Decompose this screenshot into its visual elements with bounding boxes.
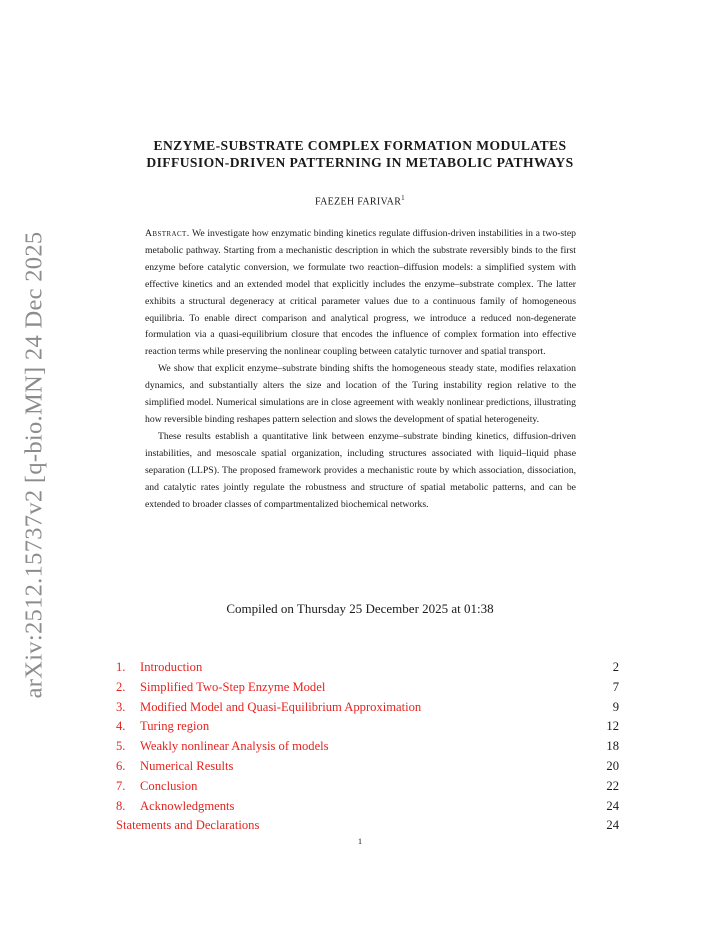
toc-number: 5.: [116, 739, 126, 754]
affiliation-mark: 1: [401, 194, 405, 202]
toc-page-number: 7: [612, 679, 619, 694]
toc-page-number: 12: [606, 719, 619, 734]
toc-number: 1.: [116, 660, 126, 674]
paper-title: [100, 137, 620, 171]
author-line: [100, 194, 620, 207]
toc-row: [116, 719, 619, 739]
toc-link-numerical-results[interactable]: [116, 759, 233, 774]
toc-page-number: 18: [606, 739, 619, 754]
toc-page-number: 9: [612, 699, 619, 714]
toc-number: 7.: [116, 778, 126, 793]
toc-title: Simplified Two-Step Enzyme Model: [140, 679, 326, 694]
toc-row: [116, 759, 619, 779]
compiled-date: Compiled on Thursday 25 December 2025 at 01:38: [226, 601, 494, 616]
toc-page-number: 2: [612, 660, 619, 674]
toc-title: Turing region: [140, 719, 210, 734]
toc-title: Modified Model and Quasi-Equilibrium Approximation: [140, 699, 422, 714]
toc-row: [116, 700, 619, 720]
toc-title: Acknowledgments: [140, 798, 235, 813]
toc-link-conclusion[interactable]: [116, 779, 197, 794]
toc-row: [116, 739, 619, 759]
title-line-2: DIFFUSION-DRIVEN PATTERNING IN METABOLIC PATHWAYS: [146, 155, 574, 170]
author-name: FAEZEH FARIVAR: [315, 196, 402, 208]
toc-number: 8.: [116, 798, 126, 813]
table-of-contents: [116, 660, 619, 838]
toc-page-number: 22: [606, 778, 619, 793]
toc-page-number: 24: [606, 798, 619, 813]
toc-number: 6.: [116, 758, 126, 773]
toc-link-weakly-nonlinear[interactable]: [116, 739, 329, 754]
toc-link-introduction[interactable]: [116, 660, 202, 675]
toc-number: 2.: [116, 679, 126, 694]
toc-link-turing-region[interactable]: [116, 719, 209, 734]
toc-link-modified-model[interactable]: [116, 700, 421, 715]
abstract-paragraph-1-text: We investigate how enzymatic binding kinetics regulate diffusion-driven instabilities in a two-step metabolic pathway. Starting from a mechanistic description in which the substrate reversibly binds to the first enzyme before catalytic conversion, we formulate two reaction–diffusion models: a simplified system with effective kinetics and an extended model that explicitly includes the enzyme–substrate complex. The latter exhibits a structural degeneracy at critical parameter values due to a continuous family of homogeneous equilibria. To enable direct comparison and analytical progress, we introduce a reduced non-degenerate formulation via a quasi-equilibrium closure that encodes the influence of complex formation into effective reaction terms while preserving the nonlinear coupling between catalytic turnover and spatial transport.: [145, 228, 577, 358]
page-number: 1: [357, 836, 363, 846]
toc-link-acknowledgments[interactable]: [116, 799, 234, 814]
toc-row: [116, 779, 619, 799]
toc-title: Conclusion: [140, 778, 198, 793]
arxiv-identifier: arXiv:2512.15737v2 [q-bio.MN] 24 Dec 2025: [20, 231, 47, 699]
toc-link-statements[interactable]: [116, 818, 259, 833]
toc-number: 4.: [116, 719, 126, 734]
toc-title: Introduction: [140, 660, 203, 674]
arxiv-side-stamp: [14, 231, 54, 699]
toc-row: [116, 660, 619, 680]
toc-title: Numerical Results: [140, 758, 234, 773]
toc-row: [116, 799, 619, 819]
toc-row: [116, 680, 619, 700]
toc-link-simplified-model[interactable]: [116, 680, 325, 695]
abstract-paragraph-1: [145, 226, 576, 361]
abstract-paragraph-3: These results establish a quantitative link between enzyme–substrate binding kinetics, diffusion-driven instabilities, and mesoscale spatial organization, including structures associated with liquid–liquid phase separation (LLPS). The proposed framework provides a mechanistic route by which association, dissociation, and catalytic rates jointly regulate the robustness and structure of spatial metabolic patterns, and can be extended to broader classes of compartmentalized biochemical networks.: [145, 430, 576, 510]
title-line-1: ENZYME-SUBSTRATE COMPLEX FORMATION MODULATES: [153, 138, 567, 153]
toc-title: Weakly nonlinear Analysis of models: [140, 739, 329, 754]
toc-page-number: 24: [606, 818, 619, 833]
abstract-paragraph-2: We show that explicit enzyme–substrate binding shifts the homogeneous steady state, modifies relaxation dynamics, and substantially alters the size and location of the Turing instability region relative to the simplified model. Numerical simulations are in close agreement with weakly nonlinear predictions, illustrating how reversible binding reshapes pattern selection and slows the development of spatial heterogeneity.: [145, 363, 576, 425]
toc-page-number: 20: [606, 758, 619, 773]
abstract: [145, 226, 576, 513]
toc-number: 3.: [116, 699, 126, 714]
abstract-label: Abstract.: [145, 228, 190, 239]
toc-title: Statements and Declarations: [116, 818, 260, 833]
